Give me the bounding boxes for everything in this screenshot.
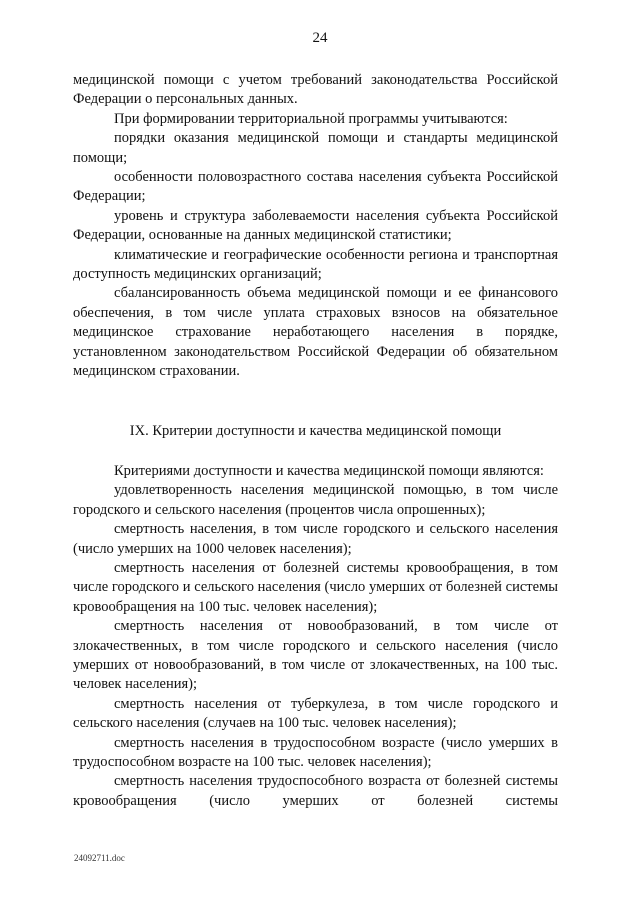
- paragraphs-top: [73, 71, 558, 382]
- paragraph: Критериями доступности и качества медицинской помощи являются:: [114, 462, 544, 479]
- paragraph: удовлетворенность населения медицинской помощью, в том числе городского и сельского населения (процентов числа опрошенных);: [73, 482, 558, 518]
- paragraph: особенности половозрастного состава населения субъекта Российской Федерации;: [73, 169, 558, 205]
- paragraph: смертность населения от новообразований, в том числе от злокачественных, в том числе городского и сельского населения (число умерших от новообразований, в том числе от злокачественных, на 100 тыс. человек населения);: [73, 618, 558, 693]
- paragraphs-bottom: [73, 462, 558, 811]
- document-body: [73, 71, 558, 811]
- paragraph: порядки оказания медицинской помощи и стандарты медицинской помощи;: [73, 130, 558, 166]
- paragraph: смертность населения в трудоспособном возрасте (число умерших в трудоспособном возрасте на 100 тыс. человек населения);: [73, 734, 558, 770]
- section-heading: IX. Критерии доступности и качества медицинской помощи: [129, 422, 502, 439]
- paragraph: смертность населения от туберкулеза, в том числе городского и сельского населения (случаев на 100 тыс. человек населения);: [73, 695, 558, 732]
- paragraph: смертность населения от болезней системы кровообращения, в том числе городского и сельского населения (число умерших от болезней системы кровообращения на 100 тыс. человек населения);: [73, 559, 558, 615]
- paragraph: уровень и структура заболеваемости населения субъекта Российской Федерации, основанные на данных медицинской статистики;: [73, 207, 558, 244]
- paragraph: климатические и географические особенности региона и транспортная доступность медицинских организаций;: [73, 246, 558, 283]
- paragraph: медицинской помощи с учетом требований законодательства Российской Федерации о персональных данных.: [73, 72, 558, 108]
- paragraph: смертность населения, в том числе городского и сельского населения (число умерших на 1000 человек населения);: [73, 521, 558, 557]
- paragraph: При формировании территориальной программы учитываются:: [114, 110, 508, 127]
- paragraph: сбалансированность объема медицинской помощи и ее финансового обеспечения, в том числе уплата страховых взносов на обязательное медицинское страхование неработающего населения в порядке, установленном законодательством Российской Федерации об обязательном медицинском страховании.: [73, 285, 558, 380]
- footer-file-code: 24092711.doc: [74, 853, 125, 863]
- page-number: 24: [312, 30, 328, 46]
- paragraph: смертность населения трудоспособного возраста от болезней системы кровообращения (число умерших от болезней системы: [73, 773, 558, 809]
